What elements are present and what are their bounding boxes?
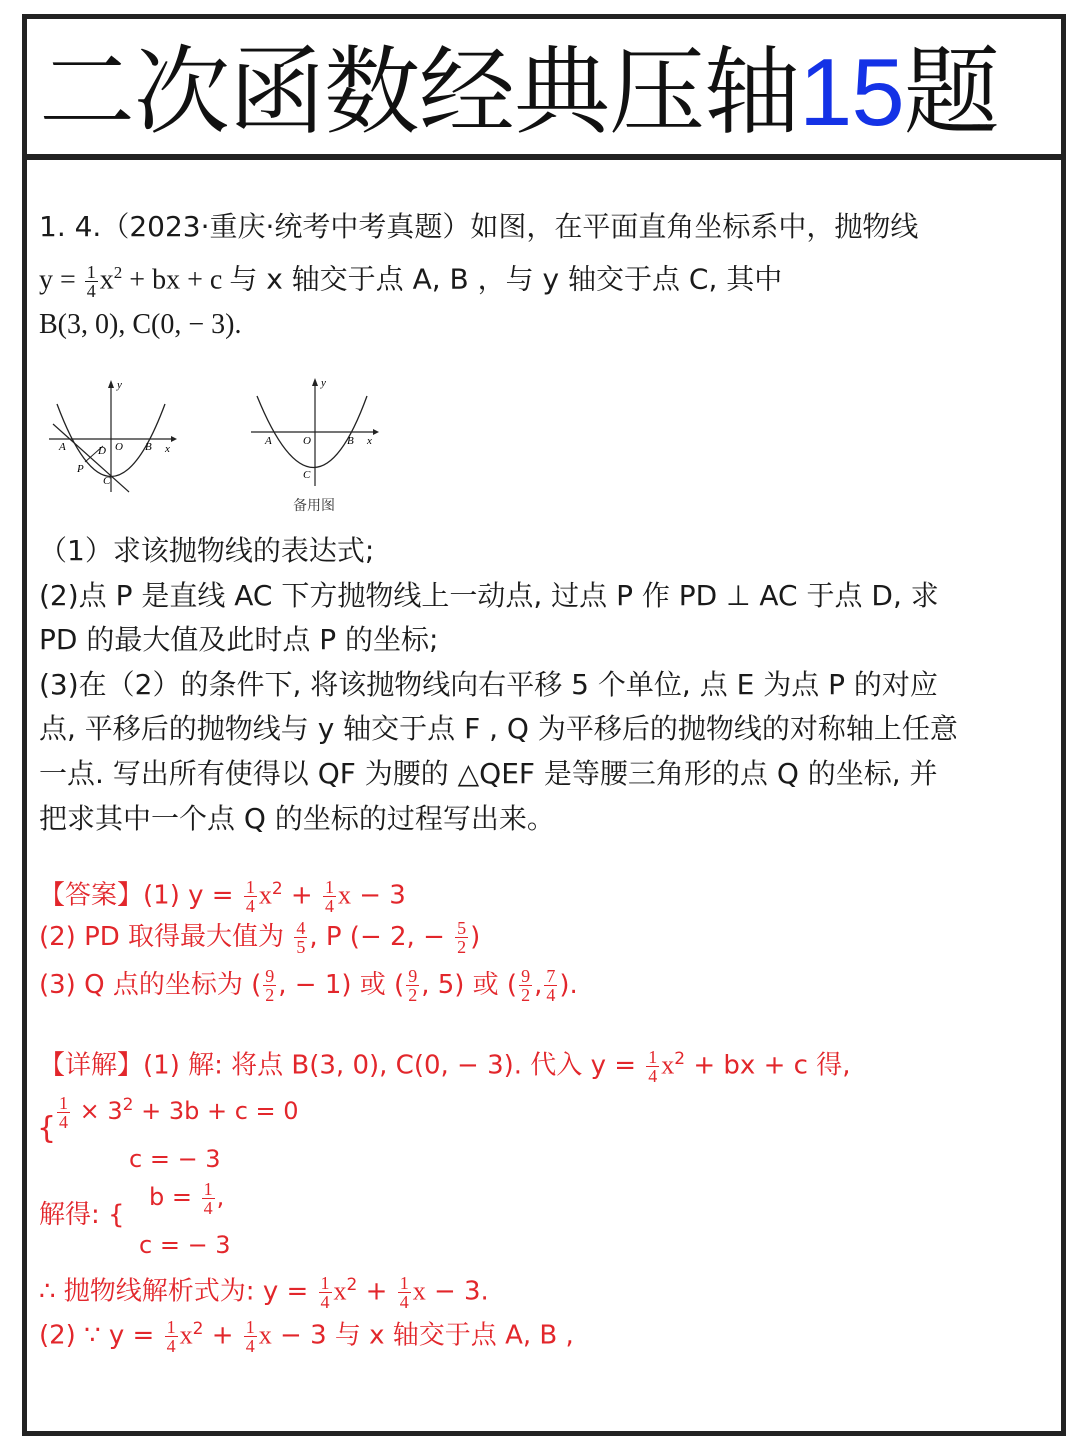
label-A: A [59,441,66,453]
problem-points: B(3, 0), C(0, − 3). [39,309,242,340]
label-x: x [165,443,170,455]
solved-b: b = $\frac{1}{4}$ , [149,1178,225,1218]
system-eq-2: c = − 3 [129,1145,221,1173]
question-1: （1）求该抛物线的表达式; [39,534,375,567]
label-B: B [145,441,152,453]
solution-line-2: (2) ∵ y = $\frac{1}{4}$ $x^2$ + $\frac{1}{4}$ x − 3 与 x 轴交于点 A, B , [39,1316,574,1356]
question-3-line3: 一点. 写出所有使得以 QF 为腰的 △QEF 是等腰三角形的点 Q 的坐标, 并 [39,757,938,790]
answer-line-3: (3) Q 点的坐标为 ( $\frac{9}{2}$ , − 1) 或 ( $\frac{9}{2}$ , 5) 或 ( $\frac{9}{2}$ , $\frac{7}{4}$ ). [39,966,578,1005]
label-O: O [115,441,123,453]
svg-text:x: x [367,435,372,447]
answer-line-1: 【答案】(1) y = $\frac{1}{4}$ $x^2$ + $\frac{1}{4}$ x − 3 [39,876,406,916]
question-3-line4: 把求其中一个点 Q 的坐标的过程写出来。 [39,802,555,835]
figure-main [47,374,177,494]
question-2-line1: (2)点 P 是直线 AC 下方抛物线上一动点, 过点 P 作 PD ⊥ AC 于点 D, 求 [39,579,939,612]
solved-label: 解得: { [39,1200,125,1230]
label-P: P [77,463,84,475]
question-3-line1: (3)在（2）的条件下, 将该抛物线向右平移 5 个单位, 点 E 为点 P 的对应 [39,668,938,701]
page-frame [22,14,1066,1436]
svg-text:C: C [303,469,311,481]
title-number: 15 [799,39,904,146]
svg-text:B: B [347,435,354,447]
label-C: C [103,475,111,487]
question-2-line2: PD 的最大值及此时点 P 的坐标; [39,623,439,656]
svg-text:A: A [265,435,272,447]
problem-equation-line: y = $\frac{1}{4}$ $x^2$ + bx + c 与 x 轴交于点 A, B ，与 y 轴交于点 C, 其中 [39,262,783,302]
page-title: 二次函数经典压轴15题 [39,36,999,148]
question-3-line2: 点, 平移后的抛物线与 y 轴交于点 F , Q 为平移后的抛物线的对称轴上任意 [39,712,958,745]
label-y: y [117,379,122,391]
problem-intro-line1: 1. 4.（2023·重庆·统考中考真题）如图，在平面直角坐标系中，抛物线 [39,210,919,243]
figure-spare [249,374,379,494]
svg-text:y: y [321,377,326,389]
label-D: D [98,445,106,457]
system-eq-1: $\frac{1}{4}$ × $3^2 + 3b + c = 0$ [59,1092,299,1132]
title-box [27,19,1061,160]
figure-caption: 备用图 [293,498,335,514]
svg-text:O: O [303,435,311,447]
solved-c: c = − 3 [139,1231,231,1259]
system-brace: { [37,1111,57,1146]
answer-line-2: (2) PD 取得最大值为 $\frac{4}{5}$ , P (− 2, − $\frac{5}{2}$ ) [39,918,481,957]
solution-line-1: 【详解】(1) 解: 将点 B(3, 0), C(0, − 3). 代入 y = $\frac{1}{4}$ $x^2$ + bx + c 得, [39,1046,851,1086]
therefore-line: ∴ 抛物线解析式为: y = $\frac{1}{4}$ $x^2$ + $\frac{1}{4}$ x − 3. [39,1272,489,1312]
